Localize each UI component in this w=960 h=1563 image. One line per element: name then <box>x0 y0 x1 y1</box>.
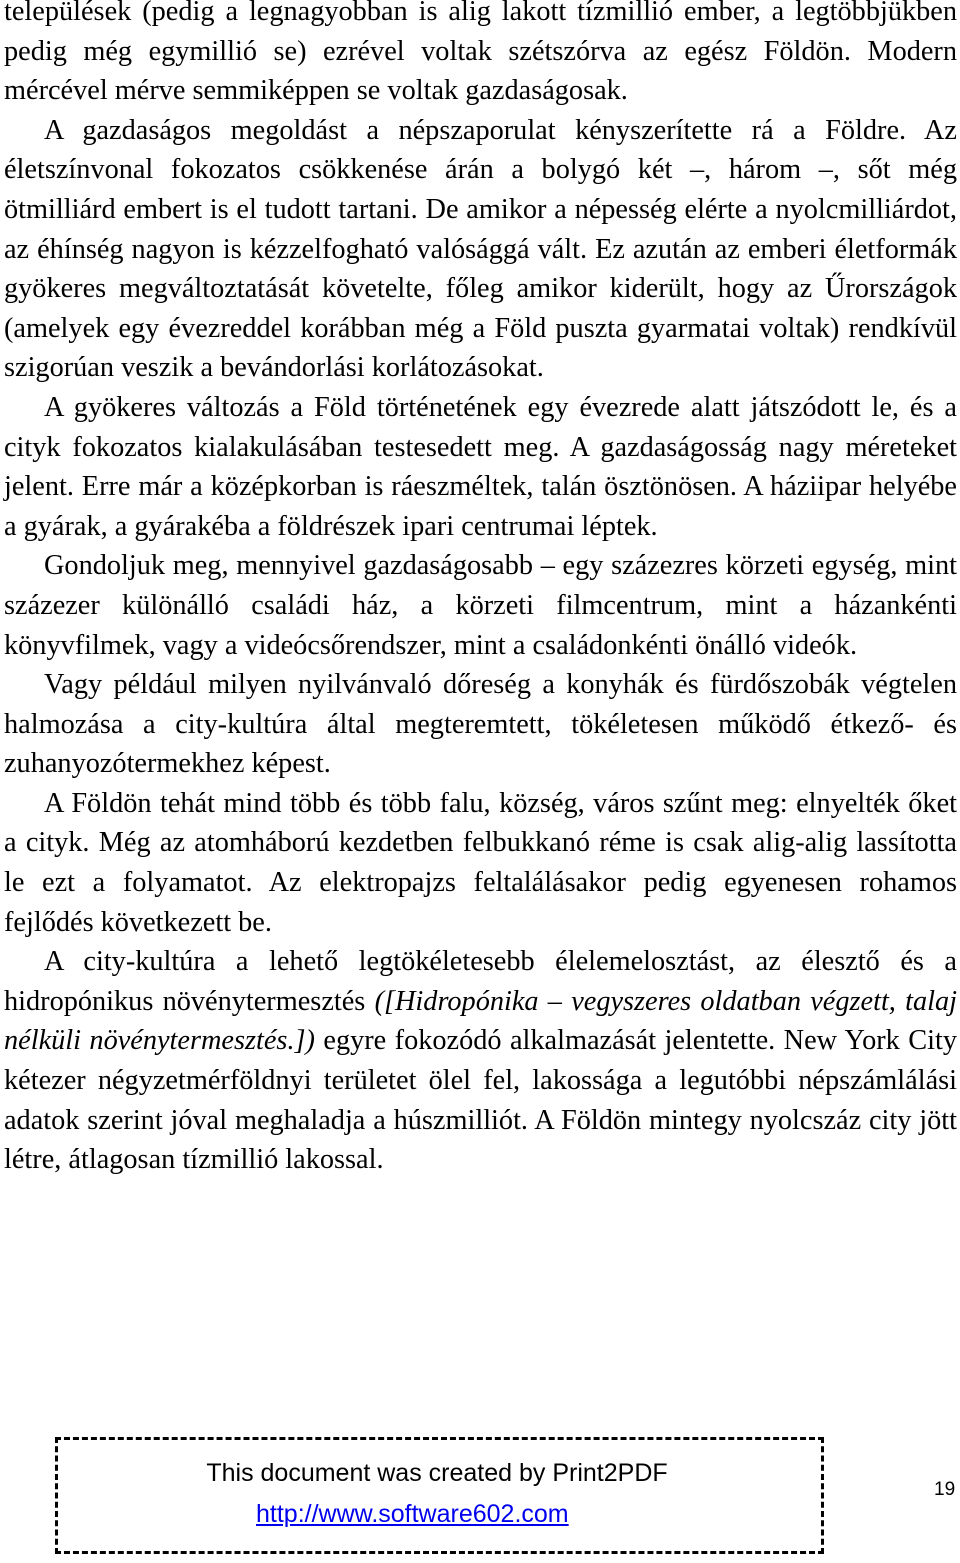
paragraph: A Földön tehát mind több és több falu, község, város szűnt meg: elnyelték őket a cityk. Még az atomháború kezdetben felbukkanó réme is csak alig-alig lassította le ezt a folyamatot. Az elektropajzs feltalálásakor pedig egyenesen rohamos fejlődés következett be. <box>4 787 957 938</box>
paragraph: A gazdaságos megoldást a népszaporulat kényszerítette rá a Földre. Az életszínvonal fokozatos csökkenése árán a bolygó két –, három –, sőt még ötmilliárd embert is el tudott tartani. De amikor a népesség elérte a nyolcmilliárdot, az éhínség nagyon is kézzelfogható valósággá vált. Ez azután az emberi életformák gyökeres megváltoztatását követelte, főleg amikor kiderült, hogy az Űrországok (amelyek egy évezreddel korábban még a Föld puszta gyarmatai voltak) rendkívül szigorúan veszik a bevándorlási korlátozásokat. <box>4 114 957 384</box>
paragraph-text: egyre fokozódó alkalmazását jelentette. New York City kétezer négyzetmérföldnyi területet ölel fel, lakossága a legutóbbi népszámlálási adatok szerint jóval meghaladja a húszmilliót. A Földön mintegy nyolcszáz city jött létre, átlagosan tízmillió lakossal. <box>4 1025 957 1176</box>
paragraph-text: A city-kultúra a lehető legtökéletesebb élelemelosztást, az élesztő és a hidropónikus növénytermesztés <box>4 946 957 1017</box>
paragraph: Gondoljuk meg, mennyivel gazdaságosabb – egy százezres körzeti egység, mint százezer különálló családi ház, a körzeti filmcentrum, mint a házankénti könyvfilmek, vagy a videócsőrendszer, mint a családonkénti önálló videók. <box>4 550 957 661</box>
page-number: 19 <box>934 1479 956 1500</box>
footer-created-by: This document was created by Print2PDF <box>206 1459 668 1487</box>
paragraph: A gyökeres változás a Föld történetének egy évezrede alatt játszódott le, és a cityk fokozatos kialakulásában testesedett meg. A gazdaságosság nagy méreteket jelent. Erre már a középkorban is ráeszméltek, talán ösztönösen. A háziipar helyébe a gyárak, a gyárakéba a földrészek ipari centrumai léptek. <box>4 391 957 542</box>
paragraph: Vagy például milyen nyilvánvaló dőreség a konyhák és fürdőszobák végtelen halmozása a city-kultúra által megteremtett, tökéletesen működő étkező- és zuhanyozótermekhez képest. <box>4 669 957 780</box>
paragraph: települések (pedig a legnagyobban is alig lakott tízmillió ember, a legtöbbjükben pedig még egymillió se) ezrével voltak szétszórva az egész Földön. Modern mércével mérve semmiképpen se voltak gazdaságosak. <box>4 0 957 107</box>
paragraph-last <box>4 942 957 1180</box>
footer-box <box>55 1437 824 1554</box>
footnote-italic: ([Hidropónika – vegyszeres oldatban végzett, talaj nélküli növénytermesztés.]) <box>4 985 958 1057</box>
footer-link[interactable]: http://www.software602.com <box>256 1500 569 1528</box>
body-text <box>4 0 957 1180</box>
